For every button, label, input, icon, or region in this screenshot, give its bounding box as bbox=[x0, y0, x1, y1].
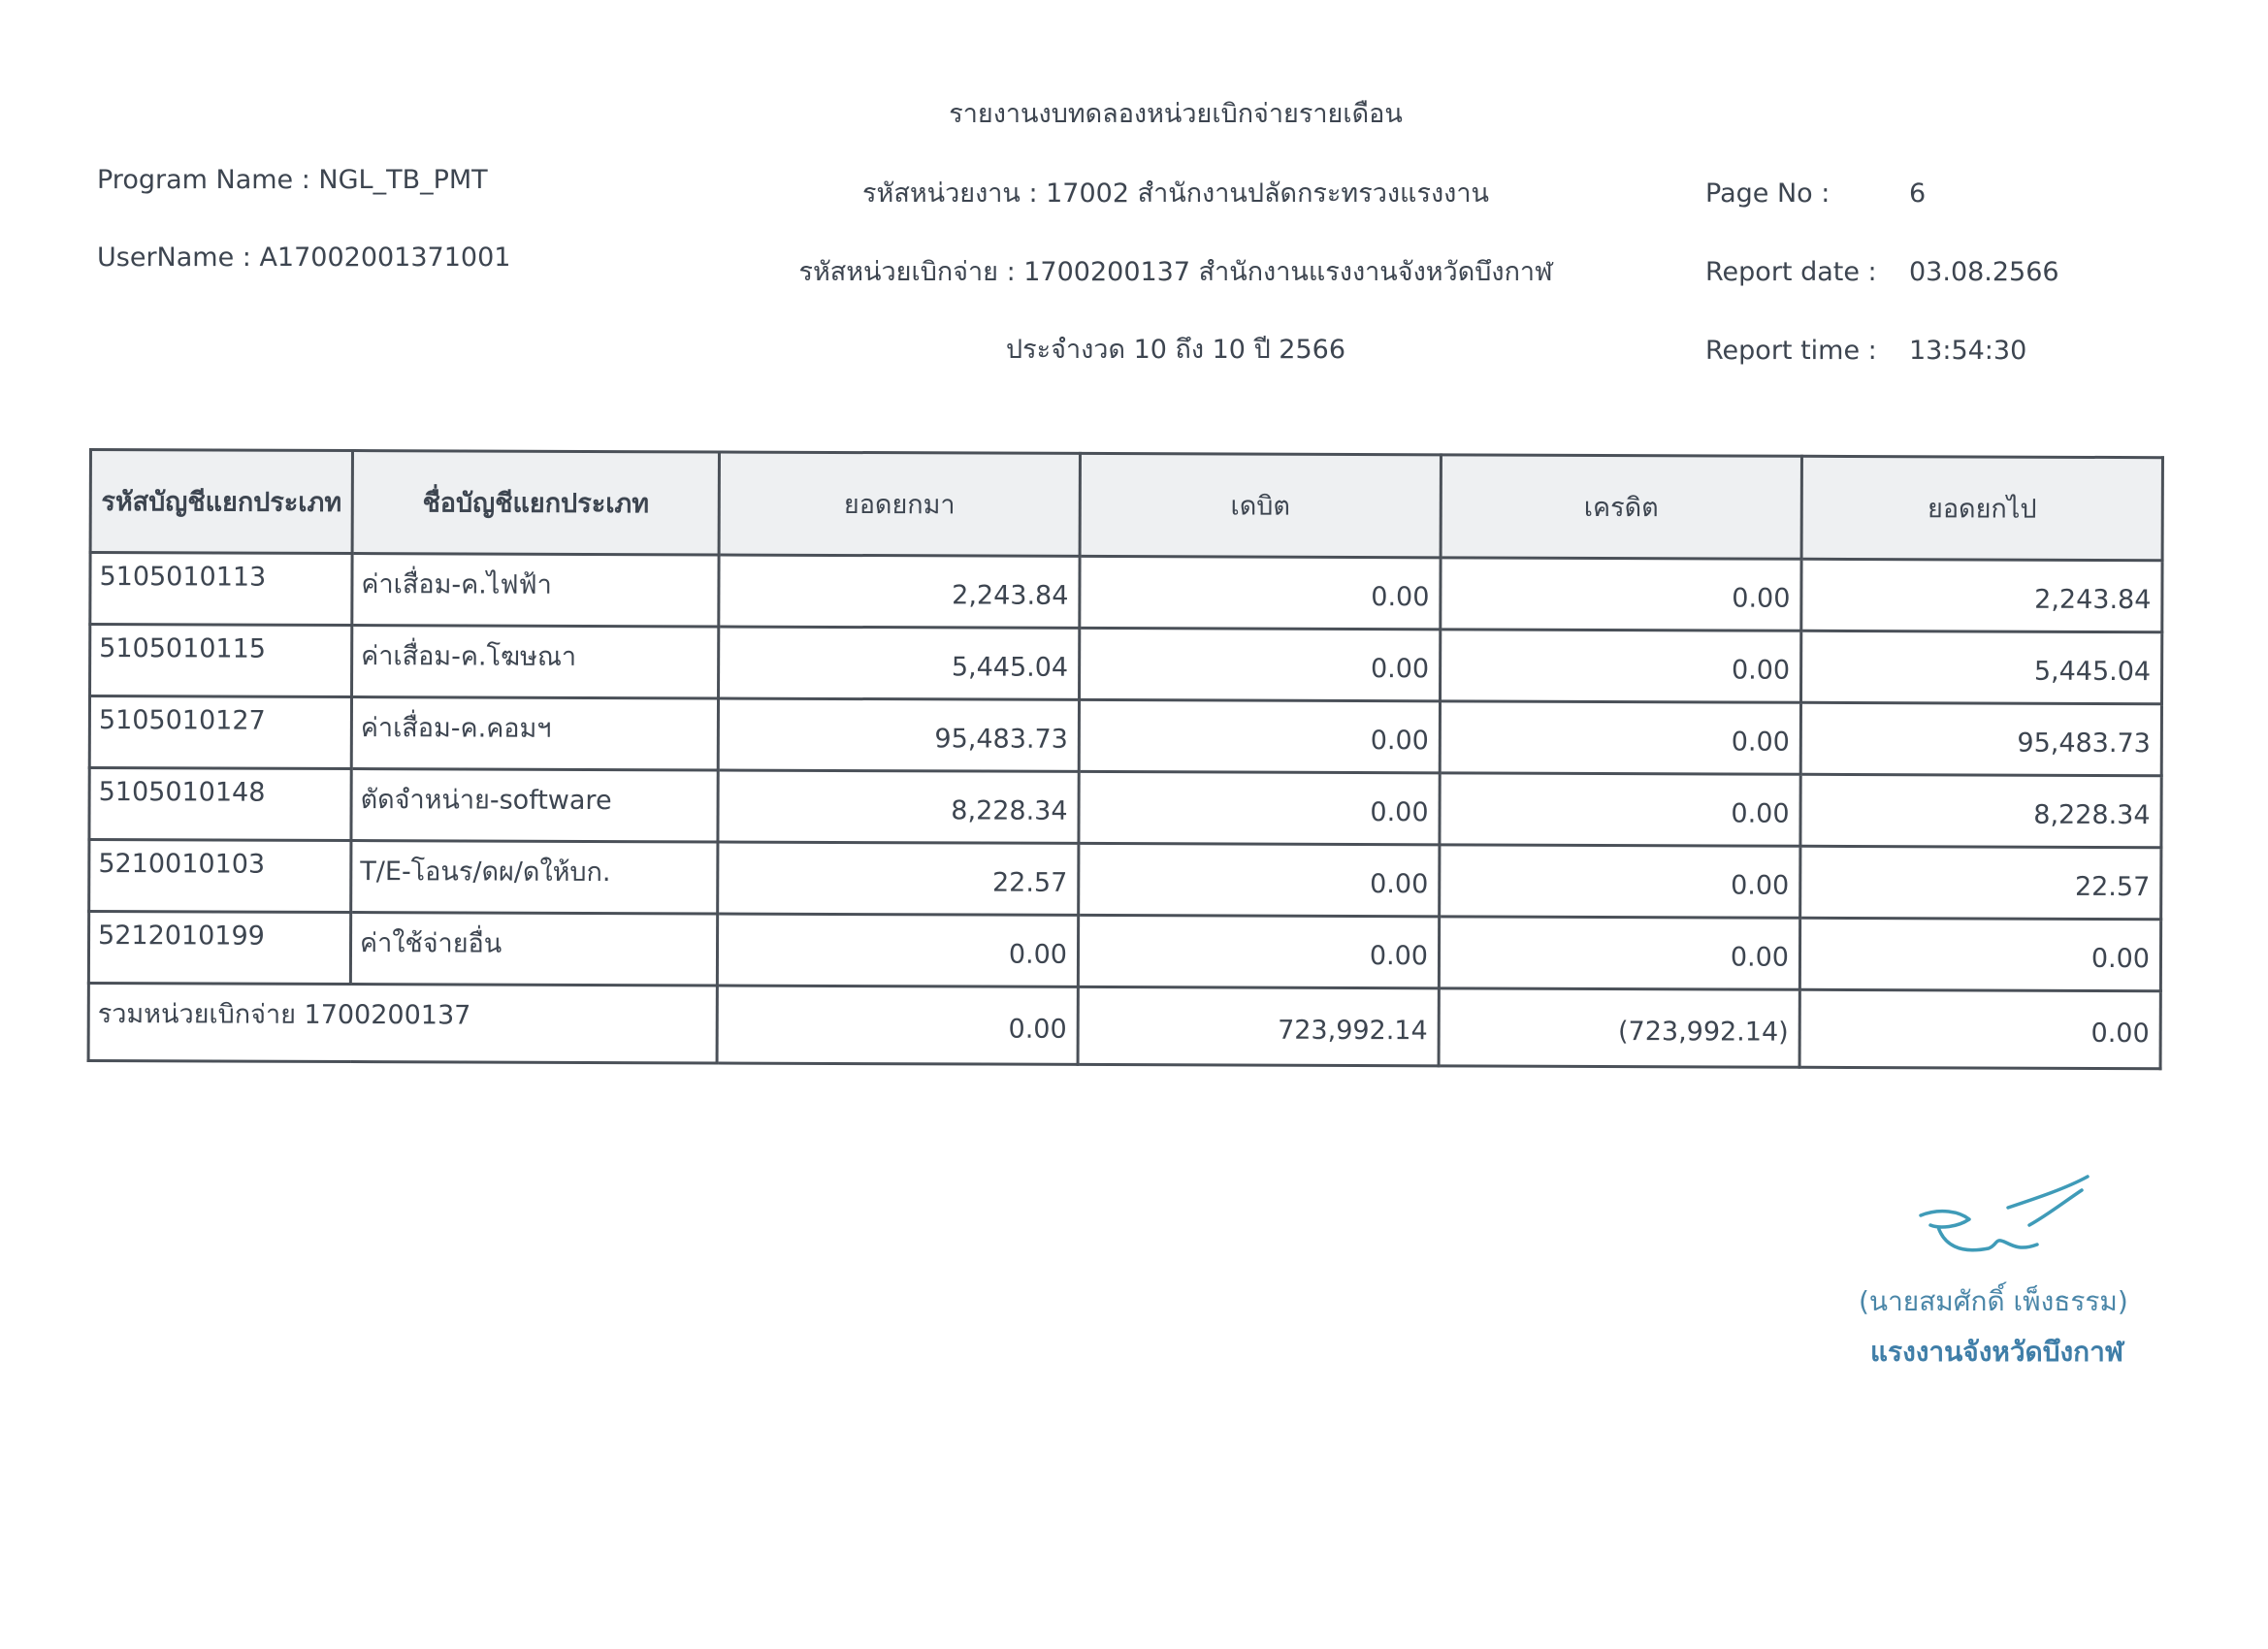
signatory-name: (นายสมศักดิ์ เพ็งธรรม) bbox=[1859, 1285, 2128, 1317]
table-row bbox=[89, 768, 2161, 848]
handwritten-signature bbox=[1901, 1169, 2095, 1276]
col-header-carried-forward: ยอดยกไป bbox=[1801, 456, 2162, 560]
brought-forward-cell: 2,243.84 bbox=[719, 555, 1080, 628]
carried-forward-cell: 5,445.04 bbox=[1801, 630, 2162, 703]
report-time-value: 13:54:30 bbox=[1909, 336, 2027, 366]
carried-forward-cell: 8,228.34 bbox=[1800, 774, 2161, 847]
col-header-credit: เครดิต bbox=[1441, 455, 1801, 559]
report-title: รายงานงบทดลองหน่วยเบิกจ่ายรายเดือน bbox=[949, 99, 1403, 129]
credit-cell: 0.00 bbox=[1441, 558, 1801, 630]
debit-cell: 0.00 bbox=[1080, 556, 1441, 629]
col-header-account-name: ชื่อบัญชีแยกประเภท bbox=[352, 451, 719, 555]
credit-cell: 0.00 bbox=[1440, 773, 1800, 846]
table-row bbox=[90, 553, 2162, 632]
brought-forward-cell: 0.00 bbox=[717, 914, 1078, 986]
credit-cell: 0.00 bbox=[1440, 845, 1800, 918]
col-header-debit: เดบิต bbox=[1080, 453, 1441, 557]
account-name-cell: ค่าเสื่อม-ค.ไฟฟ้า bbox=[352, 554, 719, 627]
disbursing-unit-line: รหัสหน่วยเบิกจ่าย : 1700200137 สำนักงานแรงงานจังหวัดบึงกาฬ bbox=[798, 257, 1553, 287]
brought-forward-cell: 5,445.04 bbox=[719, 627, 1080, 699]
debit-cell: 0.00 bbox=[1079, 843, 1440, 916]
report-date-value: 03.08.2566 bbox=[1909, 257, 2059, 287]
account-name-cell: T/E-โอนร/ดผ/ดให้บก. bbox=[351, 841, 718, 914]
total-label-cell: รวมหน่วยเบิกจ่าย 1700200137 bbox=[88, 984, 717, 1063]
account-code-cell: 5212010199 bbox=[88, 912, 350, 985]
carried-forward-cell: 0.00 bbox=[1799, 918, 2160, 990]
report-time-label: Report time : bbox=[1705, 336, 1877, 366]
account-name-cell: ตัดจำหน่าย-software bbox=[351, 769, 718, 842]
carried-forward-cell: 2,243.84 bbox=[1801, 559, 2162, 631]
account-name-cell: ค่าใช้จ่ายอื่น bbox=[350, 913, 717, 986]
carried-forward-cell: 22.57 bbox=[1800, 846, 2161, 919]
total-carried-forward-cell: 0.00 bbox=[1799, 989, 2160, 1068]
total-brought-forward-cell: 0.00 bbox=[717, 986, 1078, 1064]
table-header-row bbox=[90, 450, 2162, 561]
trial-balance-table bbox=[87, 448, 2164, 1070]
total-row bbox=[88, 984, 2160, 1069]
col-header-brought-forward: ยอดยกมา bbox=[719, 452, 1080, 556]
user-name: UserName : A17002001371001 bbox=[97, 242, 511, 273]
carried-forward-cell: 95,483.73 bbox=[1800, 702, 2161, 775]
agency-line: รหัสหน่วยงาน : 17002 สำนักงานปลัดกระทรวงแรงงาน bbox=[862, 178, 1489, 209]
credit-cell: 0.00 bbox=[1439, 917, 1799, 989]
account-name-cell: ค่าเสื่อม-ค.คอมฯ bbox=[351, 697, 718, 770]
debit-cell: 0.00 bbox=[1079, 699, 1440, 772]
table-row bbox=[89, 840, 2161, 920]
total-credit-cell: (723,992.14) bbox=[1439, 988, 1799, 1067]
brought-forward-cell: 95,483.73 bbox=[718, 698, 1079, 771]
account-code-cell: 5210010103 bbox=[89, 840, 351, 913]
program-name: Program Name : NGL_TB_PMT bbox=[97, 165, 488, 195]
brought-forward-cell: 22.57 bbox=[718, 842, 1079, 915]
table-row bbox=[89, 696, 2161, 776]
trial-balance-table-wrap bbox=[87, 448, 2161, 1070]
account-code-cell: 5105010113 bbox=[90, 553, 352, 626]
page-no-value: 6 bbox=[1909, 178, 1927, 209]
debit-cell: 0.00 bbox=[1078, 915, 1439, 987]
account-code-cell: 5105010115 bbox=[90, 625, 352, 697]
page-no-label: Page No : bbox=[1705, 178, 1831, 209]
account-code-cell: 5105010148 bbox=[89, 768, 351, 841]
debit-cell: 0.00 bbox=[1079, 771, 1440, 844]
debit-cell: 0.00 bbox=[1080, 628, 1441, 700]
report-date-label: Report date : bbox=[1705, 257, 1877, 287]
credit-cell: 0.00 bbox=[1441, 630, 1801, 702]
table-row bbox=[90, 625, 2162, 704]
col-header-account-code: รหัสบัญชีแยกประเภท bbox=[90, 450, 352, 554]
signatory-office: แรงงานจังหวัดบึงกาฬ bbox=[1870, 1336, 2123, 1368]
account-code-cell: 5105010127 bbox=[89, 696, 351, 769]
period-line: ประจำงวด 10 ถึง 10 ปี 2566 bbox=[1005, 335, 1346, 365]
total-debit-cell: 723,992.14 bbox=[1078, 986, 1439, 1065]
credit-cell: 0.00 bbox=[1440, 701, 1800, 774]
table-row bbox=[88, 912, 2160, 991]
brought-forward-cell: 8,228.34 bbox=[718, 770, 1079, 843]
account-name-cell: ค่าเสื่อม-ค.โฆษณา bbox=[352, 626, 719, 698]
